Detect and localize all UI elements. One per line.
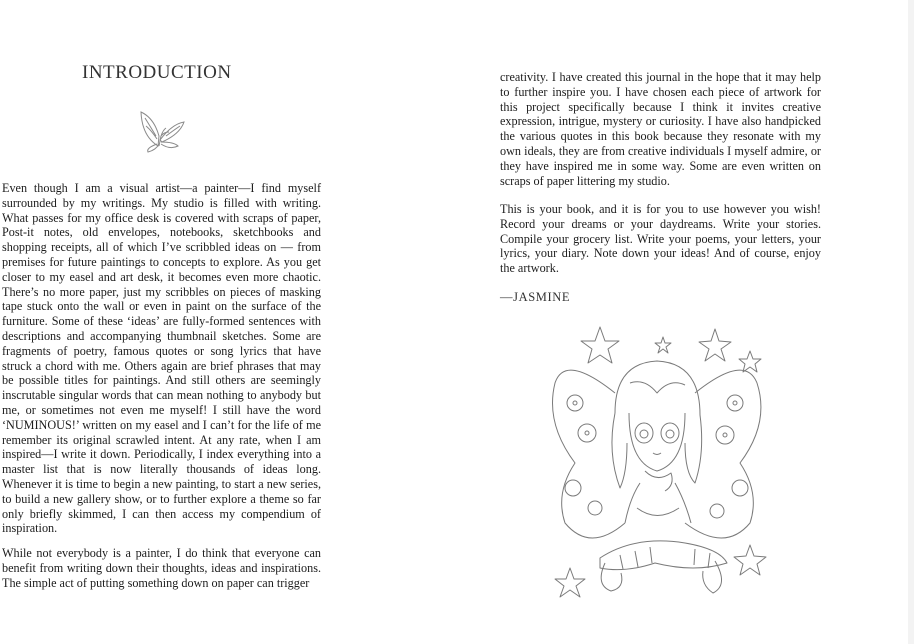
- paragraph: Even though I am a visual artist—a painter—I find myself surrounded by my writings. My studio is filled with writing. What passes for my office desk is covered with scraps of paper, Post-it notes, old envelopes, notebooks, sketchbooks and shopping receipts, all of which I’ve scribbled ideas on — from premises for future paintings to concepts to explore. As you get closer to my easel and art desk, it becomes even more chaotic. There’s no more paper, just my scribbles on pieces of masking tape stuck onto the wall or even in paint on the surface of the furniture. Some of these ‘ideas’ are fully-formed sentences with descriptions and accompanying thumbnail sketches. Some are fragments of poetry, famous quotes or song lyrics that have struck a chord with me. Others again are brief phrases that may be possible titles for paintings. And still others are seemingly inscrutable singular words that can mean nothing to anybody but me, or sometimes not even me myself! I still have the word ‘NUMINOUS!’ written on my easel and I can’t for the life of me remember its original scrawled intent. At any rate, when I am inspired—I write it down. Periodically, I index everything into a master list that is now literally thousands of ideas long. Whenever it is time to begin a new painting, to start a new series, to build a new gallery show, or to further explore a theme so far only briefly skimmed, I can then access my compendium of inspiration.: [2, 181, 321, 536]
- paragraph: This is your book, and it is for you to use however you wish! Record your dreams or your daydreams. Write your stories. Compile your grocery list. Write your poems, your letters, your lyrics, your diary. Note down your ideas! And of course, enjoy the artwork.: [500, 202, 821, 276]
- scrollbar[interactable]: [908, 0, 914, 644]
- butterfly-icon: [136, 106, 186, 154]
- fairy-girl-illustration: [545, 323, 777, 605]
- paragraph: While not everybody is a painter, I do think that everyone can benefit from writing down their thoughts, ideas and inspirations. The simple act of putting something down on paper can trigger: [2, 546, 321, 590]
- paragraph: creativity. I have created this journal in the hope that it may help to further inspire you. I have chosen each piece of artwork for this project specifically because I think it invites creative expression, intrigue, mystery or curiosity. I have also handpicked the various quotes in this book because they resonate with my own ideals, they are from creative individuals I myself admire, or they have inspired me in some way. Some are even written on scraps of paper littering my studio.: [500, 70, 821, 188]
- left-page: [0, 0, 330, 644]
- right-page: [500, 0, 830, 644]
- page-title: INTRODUCTION: [82, 62, 232, 83]
- signature: —JASMINE: [500, 290, 571, 304]
